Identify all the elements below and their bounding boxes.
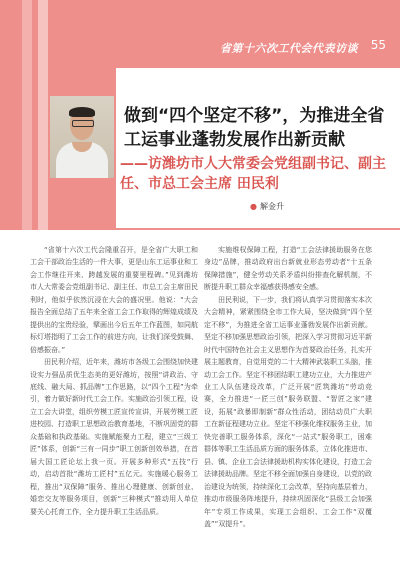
- section-label: 省第十六次工代会代表访谈: [220, 42, 358, 55]
- author-bullet-icon: ●: [250, 202, 257, 211]
- body-column-left: [30, 244, 198, 560]
- body-column-right: [204, 244, 372, 560]
- decorative-stripe: [38, 0, 48, 230]
- author-name: 解金升: [259, 202, 284, 211]
- body-paragraph: 田民利介绍，近年来，潍坊市各级工会围绕加快建设实力强品质优生态美的更好潍坊，按照“讲政治、守底线、融大局、抓品牌”工作思路，以“四个工程”为牵引，着力做好新时代工会工作。实施政治引领工程，设立工会大讲堂，组织劳模工匠宣传宣讲，开展劳模工匠进校园、打造职工思想政治教育基地，不断巩固党的群众基础和执政基础。实施赋能聚力工程，建立“三级工匠”体系，创新“三有一同步”职工创新创效举措，在首届大国工匠论坛上我一页。开展多种形式“五技”行动，启动首批“潍坊工匠村”五亿元。实施暖心服务工程，推出“双保障”服务、推出心理健康、创新创业、婚恋交友等服务项目，创新“三种模式”推动用人单位要关心托育工作，全力提升职工生活品质。: [30, 358, 198, 516]
- portrait-glasses: [72, 120, 94, 127]
- article-subtitle: ——访潍坊市人大常委会党组副书记、副主任、市总工会主席 田民利: [120, 156, 386, 192]
- page-number: 55: [370, 38, 386, 52]
- decorative-stripe: [22, 0, 32, 230]
- article-title: 做到“四个坚定不移”，为推进全省工运事业蓬勃发展作出新贡献: [124, 106, 385, 150]
- body-paragraph: “省第十六次工代会隆重召开，是全省广大职工和工会干部政治生活的一件大事，更是山东工运事业和工会工作继往开来、跨越发展的重要里程碑。”见到潍坊市人大常委会党组副书记、副主任、市总工会主席田民利时，他似乎依然沉浸在大会的盛况里。他说：“大会报告全面总结了五年来全省工会工作取得的辉煌成绩及提供出的宝贵经验，擘画出今后五年工作蓝图，如同航标灯塔指明了工会工作的前进方向，让我们深受鼓舞、倍感振奋。”: [30, 246, 198, 354]
- article-author: [250, 201, 284, 212]
- portrait-photo: [50, 96, 114, 178]
- body-paragraph: 田民利说，下一步，我们将认真学习贯彻落实本次大会精神，紧紧围绕全市工作大局，坚决做到“四个坚定不移”，为推进全省工运事业蓬勃发展作出新贡献。坚定不移加强思想政治引领，把深入学习贯彻习近平新时代中国特色社会主义思想作为首要政治任务，扎实开展主题教育，自觉用党的二十大精神武装职工头脑，推动工会工作。坚定不移团结职工建功立业，大力推进产业工人队伍建设改革，广泛开展“匠筑潍坊”劳动竞赛，全力推进“一匠三创”服务联盟、“智匠之家”建设，拓展“政暴即制新”群众性活动，团结动员广大职工在新征程建功立业。坚定不移强化维权服务主业，加快完善职工服务体系，深化“一站式”服务职工，困难群体等职工生活品质方面的服务体系，立体化推进市、县、镇、企业工会法律援助机构实体化建设，打造工会法律援助品牌。坚定不移全面加强自身建设，以党的政治建设为统领，持续深化工会改革，坚持向基层着力，推动市级服务阵地提升，持续巩固深化“县级工会加强年”专项工作成果，实现工会组织、工会工作“双覆盖”“双提升”。: [204, 295, 372, 528]
- body-paragraph: 实施维权保障工程，打造“工会法律援助服务在您身边”品牌，推动政府出台新就业形态劳动者“十五条保障措施”，健全劳动关系矛盾纠纷排查化解机制，不断提升职工群众幸福感获得感安全感。: [204, 246, 372, 292]
- portrait-hair: [69, 107, 95, 117]
